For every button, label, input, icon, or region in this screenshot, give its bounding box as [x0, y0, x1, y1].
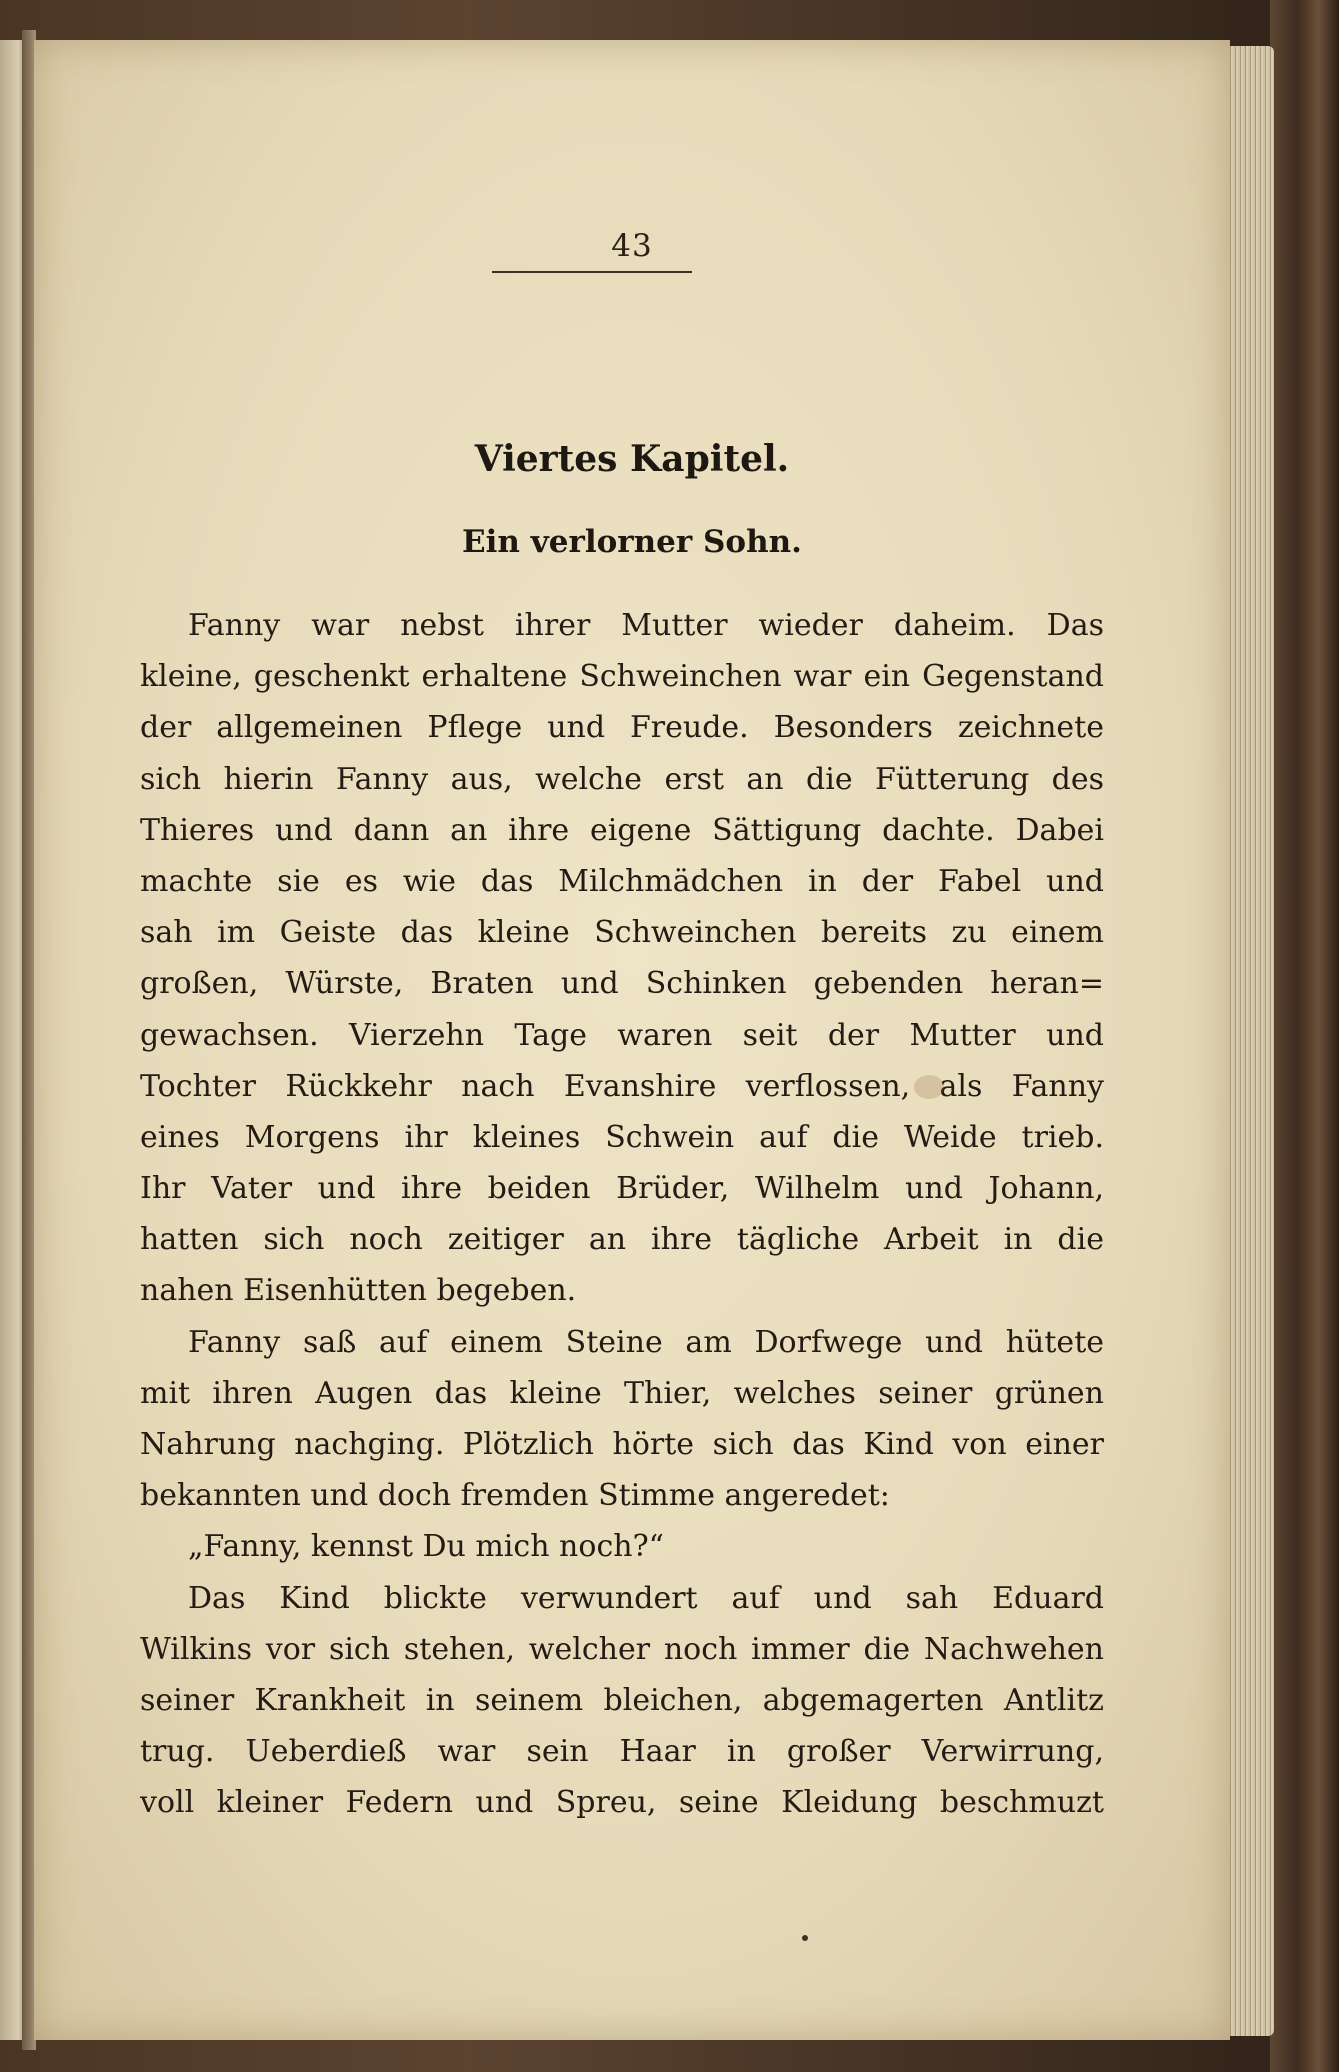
text-line: Wilkins vor sich stehen, welcher noch immer die Nachwehen [140, 1631, 1104, 1667]
text-line: mit ihren Augen das kleine Thier, welches seiner grünen [140, 1375, 1104, 1411]
page-number-rule [492, 271, 692, 273]
text-line: voll kleiner Federn und Spreu, seine Kleidung beschmuzt [140, 1785, 1104, 1821]
text-line: Fanny saß auf einem Steine am Dorfwege und hütete [188, 1324, 1104, 1360]
body-text [140, 600, 1104, 1829]
text-line: hatten sich noch zeitiger an ihre tägliche Arbeit in die [140, 1222, 1104, 1258]
text-line: großen, Würste, Braten und Schinken gebenden heran= [140, 966, 1104, 1002]
text-line: nahen Eisenhütten begeben. [140, 1273, 577, 1309]
text-line: seiner Krankheit in seinem bleichen, abgemagerten Antlitz [140, 1682, 1104, 1718]
book-cover [1270, 0, 1339, 2072]
text-line: eines Morgens ihr kleines Schwein auf die Weide trieb. [140, 1119, 1104, 1155]
text-line: sah im Geiste das kleine Schweinchen bereits zu einem [140, 915, 1104, 951]
book-page [34, 40, 1230, 2040]
page-number: 43 [611, 228, 653, 264]
text-line: Tochter Rückkehr nach Evanshire verflossen, als Fanny [140, 1068, 1104, 1104]
text-line: sich hierin Fanny aus, welche erst an die Fütterung des [140, 761, 1104, 797]
text-line: Fanny war nebst ihrer Mutter wieder daheim. Das [188, 608, 1104, 643]
text-line: „Fanny, kennst Du mich noch?“ [188, 1529, 664, 1565]
text-line: trug. Ueberdieß war sein Haar in großer Verwirrung, [140, 1734, 1104, 1770]
chapter-title: Viertes Kapitel. [474, 438, 790, 480]
text-line: Thieres und dann an ihre eigene Sättigung dachte. Dabei [140, 812, 1104, 848]
text-line: Das Kind blickte verwundert auf und sah Eduard [188, 1580, 1104, 1616]
text-line: der allgemeinen Pflege und Freude. Besonders zeichnete [140, 710, 1104, 746]
text-line: gewachsen. Vierzehn Tage waren seit der Mutter und [140, 1017, 1104, 1053]
text-line: Ihr Vater und ihre beiden Brüder, Wilhelm und Johann, [140, 1171, 1104, 1207]
ink-dot [802, 1935, 808, 1941]
text-line: kleine, geschenkt erhaltene Schweinchen war ein Gegenstand [140, 659, 1104, 695]
text-line: machte sie es wie das Milchmädchen in der Fabel und [140, 863, 1104, 899]
paper-stain [914, 1075, 944, 1099]
text-line: Nahrung nachging. Plötzlich hörte sich das Kind von einer [140, 1427, 1104, 1462]
chapter-subtitle: Ein verlorner Sohn. [462, 524, 802, 560]
text-line: bekannten und doch fremden Stimme angeredet: [140, 1478, 890, 1514]
